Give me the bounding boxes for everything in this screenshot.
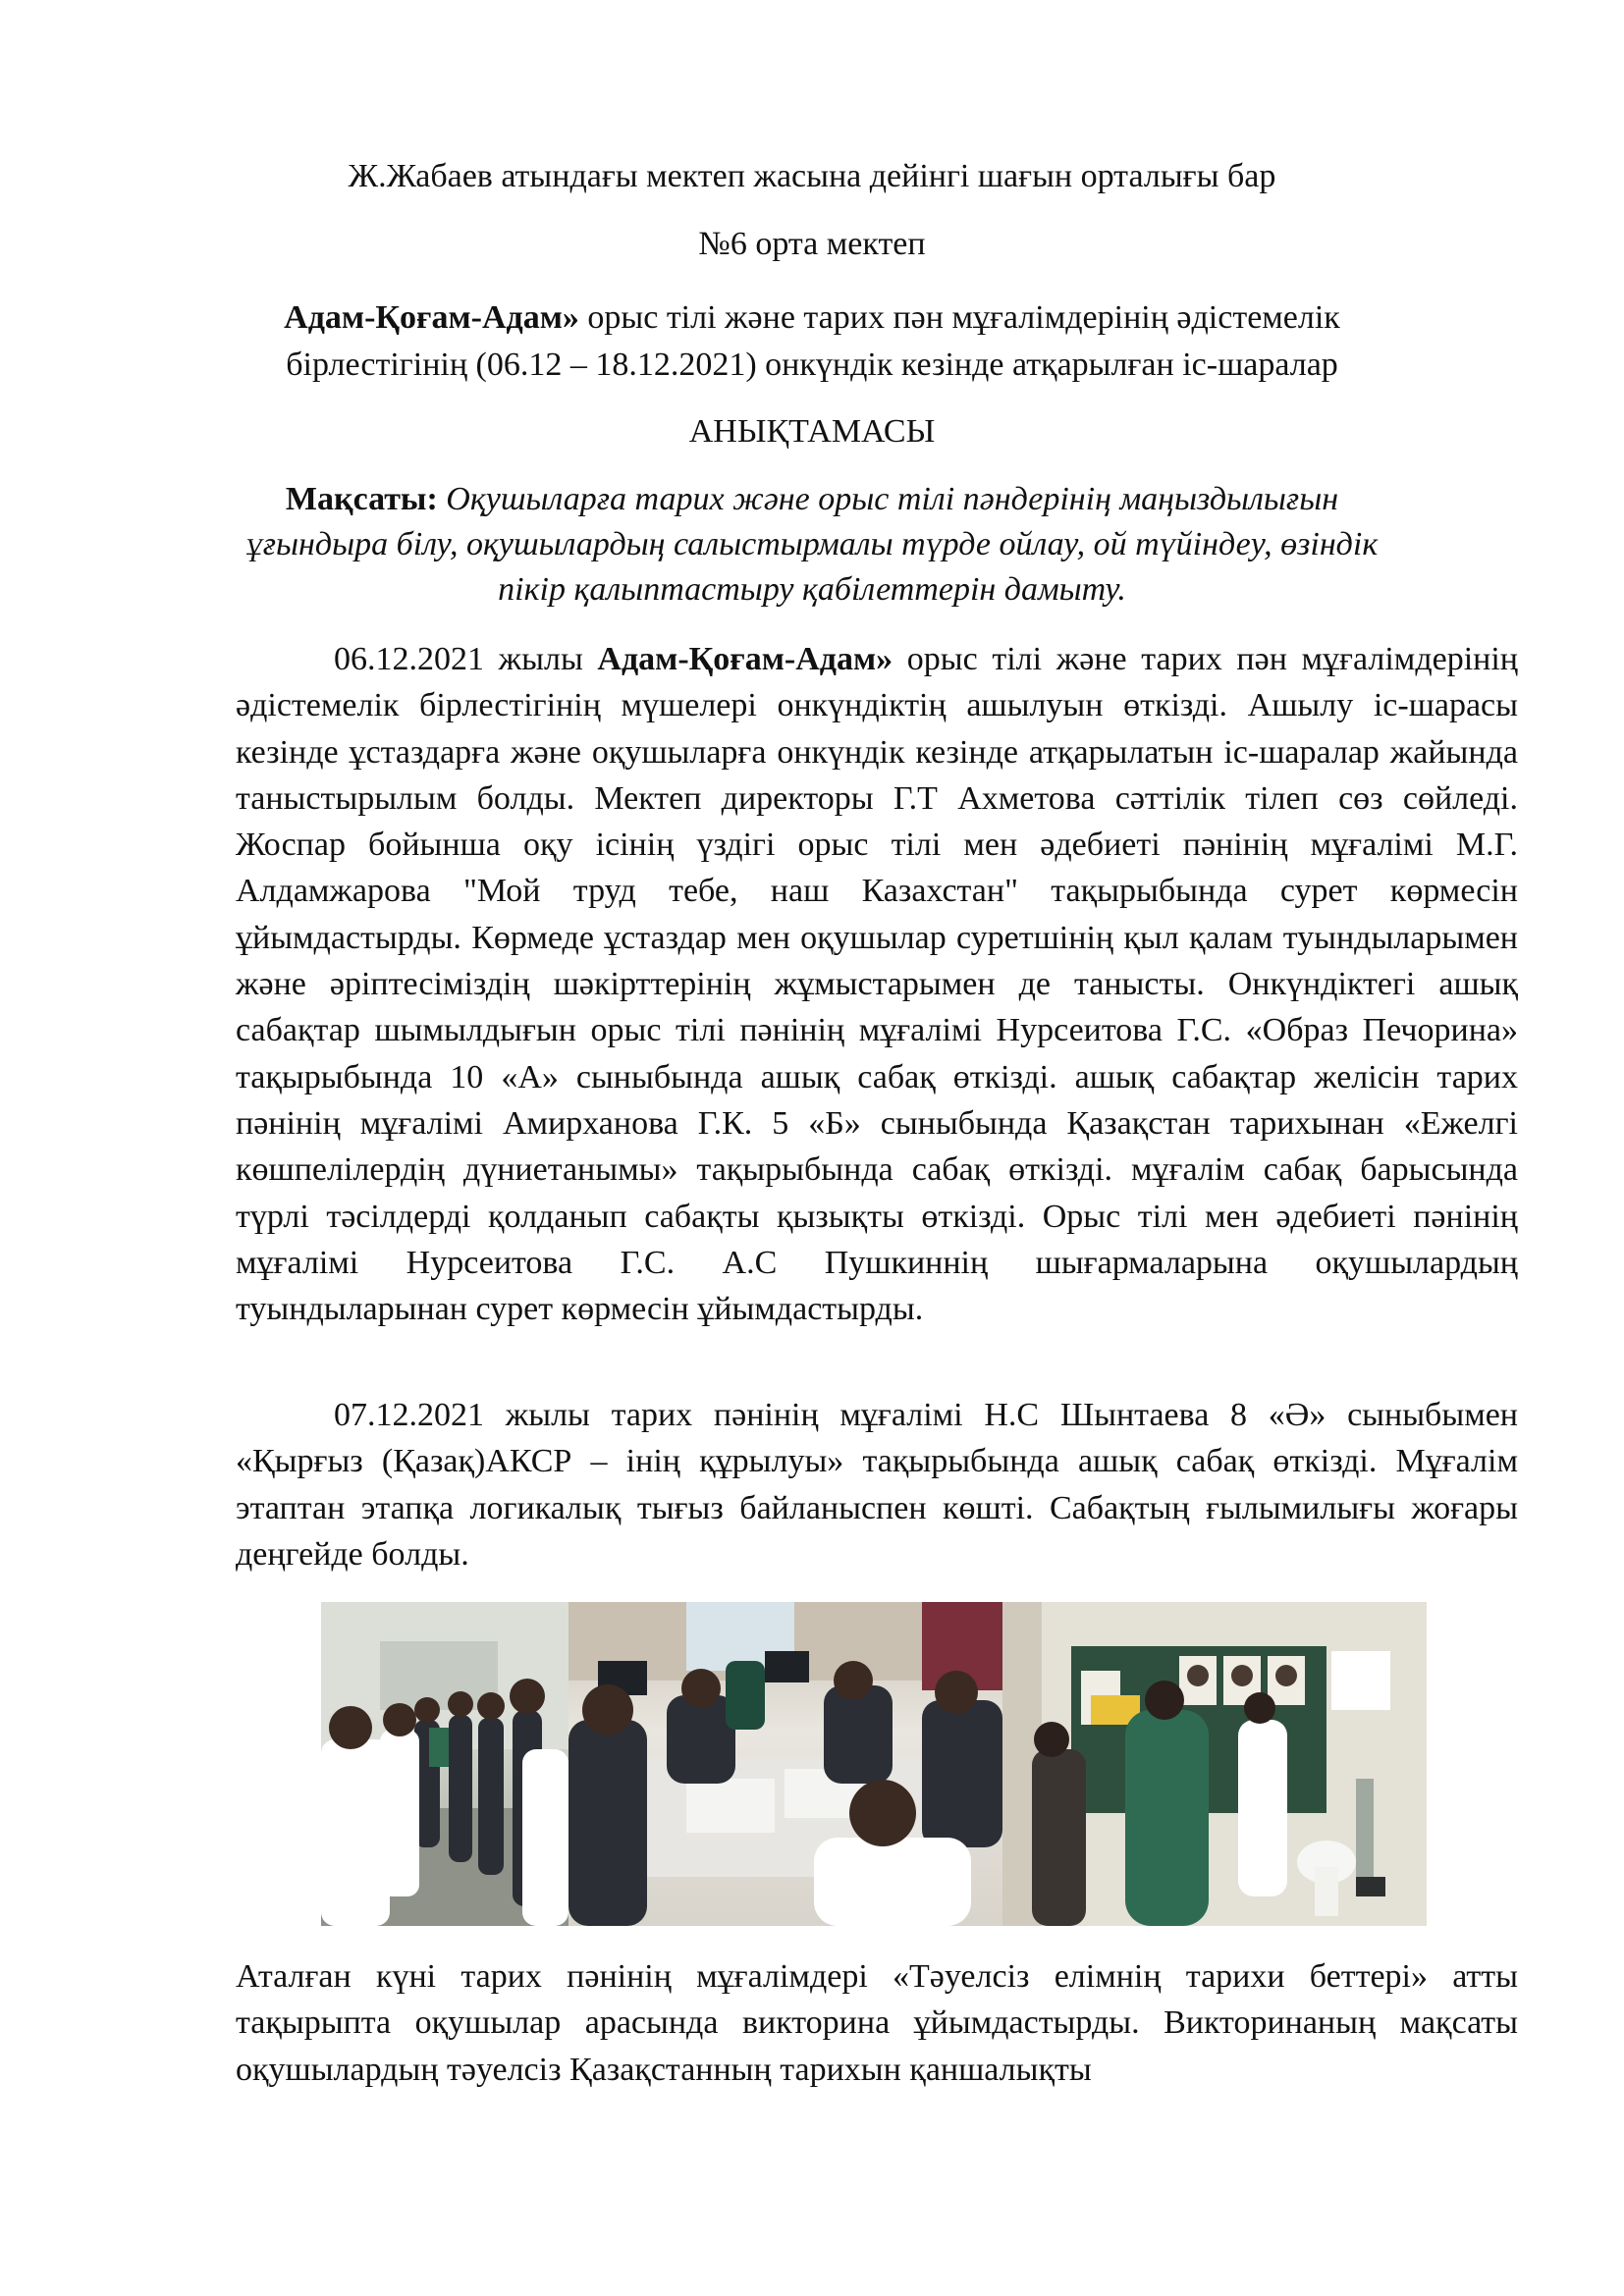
p1-bold: Адам-Қоғам-Адам» — [597, 641, 893, 677]
aim-text: Оқушыларға тарих және орыс тілі пәндерінің маңыздылығын ұғындыра білу, оқушылардың салыстырмалы түрде ойлау, ой түйіндеу, өзіндік пікір қалыптастыру қабілеттерін дамыту. — [245, 481, 1379, 608]
photo-teacher-at-board — [1002, 1602, 1427, 1926]
school-name-line: Ж.Жабаев атындағы мектеп жасына дейінгі шағын орталығы бар — [348, 158, 1276, 194]
title-rest: орыс тілі және тарих пән мұғалімдерінің әдістемелік бірлестігінің (06.12 – 18.12.2021) онкүндік кезінде атқарылған іс-шаралар — [286, 299, 1340, 383]
aim-label: Мақсаты: — [285, 481, 438, 517]
photo-students-at-desks — [568, 1602, 1002, 1926]
paragraph-2: 07.12.2021 жылы тарих пәнінің мұғалімі Н.С Шынтаева 8 «Ә» сыныбымен «Қырғыз (Қазақ)АКСР – інің құрылуы» тақырыбында ашық сабақ өткізді. Мұғалім этаптан этапқа логикалық тығыз байланыспен көшті. Сабақтың ғылымилығы жоғары деңгейде болды. — [236, 1397, 1518, 1573]
doc-type-heading: АНЫҚТАМАСЫ — [688, 413, 936, 450]
title-bold: Адам-Қоғам-Адам» — [284, 299, 579, 336]
school-number-line: №6 орта мектеп — [698, 226, 926, 262]
p1-rest: орыс тілі және тарих пән мұғалімдерінің әдістемелік бірлестігінің мүшелері онкүндіктің ашылуын өткізді. Ашылу іс-шарасы кезінде ұстаздарға және оқушыларға онкүндік кезінде атқарылатын іс-шаралар жайында таныстырылым болды. Мектеп директоры Г.Т Ахметова сәттілік тілеп сөз сөйледі. Жоспар бойынша оқу ісінің үздігі орыс тілі мен әдебиеті пәнінің мұғалімі М.Г. Алдамжарова "Мой труд тебе, наш Казахстан" тақырыбында сурет көрмесін ұйымдастырды. Көрмеде ұстаздар мен оқушылар суретшінің қыл қалам туындыларымен және әріптесіміздің шәкірттерінің жұмыстарымен де танысты. Онкүндіктегі ашық сабақтар шымылдығын орыс тілі пәнінің мұғалімі Нурсеитова Г.С. «Образ Печорина» тақырыбында 10 «А» сыныбында ашық сабақ өткізді. ашық сабақтар желісін тарих пәнінің мұғалімі Амирханова Г.К. 5 «Б» сыныбында Қазақстан тарихынан «Ежелгі көшпелілердің дүниетанымы» тақырыбында сабақ өткізді. мұғалім сабақ барысында түрлі тәсілдерді қолданып сабақты қызықты өткізді. Орыс тілі мен әдебиеті пәнінің мұғалімі Нурсеитова Г.С. А.С Пушкиннің шығармаларына оқушылардың туындыларынан сурет көрмесін ұйымдастырды. — [236, 641, 1518, 1328]
photo-students-in-corridor — [321, 1602, 568, 1926]
paragraph-1 — [236, 636, 1518, 1332]
paragraph-3: Аталған күні тарих пәнінің мұғалімдері «Тәуелсіз елімнің тарихи беттері» атты тақырыпта оқушылар арасында викторина ұйымдастырды. Викторинаның мақсаты оқушылардың тәуелсіз Қазақстанның тарихын қаншалықты — [236, 1958, 1518, 2088]
aim-block — [236, 477, 1388, 613]
p1-start: 06.12.2021 жылы — [334, 641, 598, 677]
report-title — [265, 294, 1359, 389]
photo-strip — [321, 1602, 1427, 1926]
